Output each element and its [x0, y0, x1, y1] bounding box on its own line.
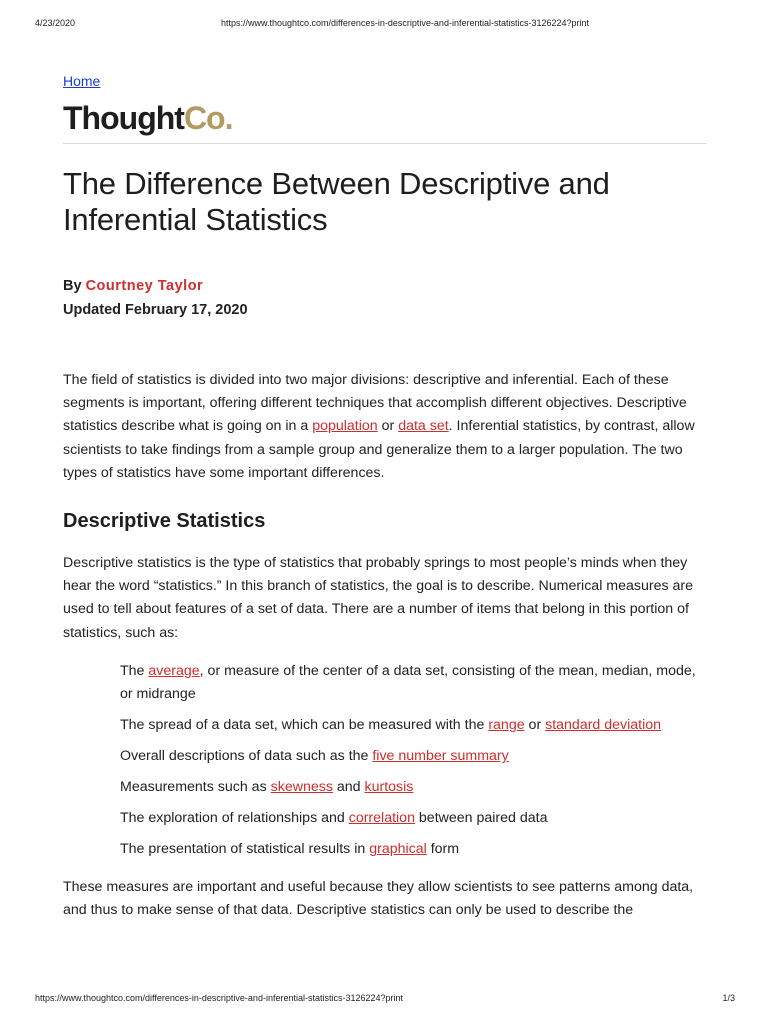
standard-deviation-link[interactable]: standard deviation: [545, 717, 662, 734]
list-item: [120, 745, 707, 768]
average-link[interactable]: average: [148, 662, 200, 679]
by-label: By: [63, 278, 82, 294]
item-text: and: [332, 779, 365, 796]
item-text: The exploration of relationships and: [120, 810, 349, 827]
item-text: Measurements such as: [120, 779, 271, 796]
page-number: 1/3: [722, 993, 735, 1003]
item-text: The: [120, 662, 149, 679]
intro-paragraph: [63, 369, 707, 485]
list-item: [120, 714, 707, 737]
list-item: [120, 776, 707, 799]
item-text: Overall descriptions of data such as the: [120, 748, 373, 765]
item-text: , or measure of the center of a data set, consisting of the mean, median, mode, or midrange: [120, 662, 696, 703]
logo-main: Thought: [63, 100, 184, 136]
item-text: or: [524, 717, 546, 734]
thoughtco-logo[interactable]: [63, 100, 707, 136]
list-item: [120, 807, 707, 830]
range-link[interactable]: range: [488, 717, 525, 734]
section-heading: Descriptive Statistics: [63, 510, 266, 533]
graphical-link[interactable]: graphical: [369, 841, 427, 858]
article-title: The Difference Between Descriptive and Inferential Statistics: [63, 166, 610, 237]
correlation-link[interactable]: correlation: [348, 810, 415, 827]
population-link[interactable]: population: [312, 418, 378, 435]
print-header: [35, 18, 735, 28]
item-text: between paired data: [414, 810, 548, 827]
print-url: https://www.thoughtco.com/differences-in-descriptive-and-inferential-statistics-3126224?print: [221, 18, 590, 28]
updated-date: Updated February 17, 2020: [63, 302, 248, 318]
list-item: [120, 838, 707, 861]
home-link[interactable]: Home: [63, 73, 101, 89]
byline: [63, 274, 707, 322]
header-divider: [63, 143, 707, 144]
item-text: The presentation of statistical results in: [120, 841, 370, 858]
intro-text: The field of statistics is divided into two major divisions: descriptive and inferential. Each of these segments is important, offering different techniques that accomplish different objectives. Descriptive statistics describe what is going on in a: [63, 372, 687, 435]
skewness-link[interactable]: skewness: [270, 779, 333, 796]
list-item: [120, 660, 707, 706]
item-text: form: [426, 841, 460, 858]
article-content: [63, 72, 707, 923]
print-date: 4/23/2020: [35, 18, 76, 28]
data-set-link[interactable]: data set: [398, 418, 449, 435]
descriptive-paragraph: Descriptive statistics is the type of statistics that probably springs to most people’s minds when they hear the word “statistics.” In this branch of statistics, the goal is to describe. Numerical measures are used to tell about features of a set of data. There are a number of items that belong in this portion of statistics, such as:: [63, 555, 694, 641]
breadcrumb: [63, 72, 707, 94]
descriptive-items-list: [63, 660, 707, 861]
logo-accent: Co.: [183, 100, 233, 136]
after-list-paragraph: These measures are important and useful because they allow scientists to see patterns among data, and thus to make sense of that data. Descriptive statistics can only be used to describe the: [63, 879, 694, 919]
kurtosis-link[interactable]: kurtosis: [364, 779, 414, 796]
author-link[interactable]: Courtney Taylor: [85, 278, 204, 294]
intro-text: . Inferential statistics, by contrast, allow scientists to take findings from a sample group and generalize them to a larger population. The two types of statistics have some important differences.: [63, 418, 695, 481]
print-footer: [35, 993, 735, 1003]
item-text: The spread of a data set, which can be measured with the: [120, 717, 489, 734]
footer-url: https://www.thoughtco.com/differences-in-descriptive-and-inferential-statistics-3126224?print: [35, 993, 404, 1003]
intro-text: or: [377, 418, 399, 435]
five-number-summary-link[interactable]: five number summary: [372, 748, 509, 765]
